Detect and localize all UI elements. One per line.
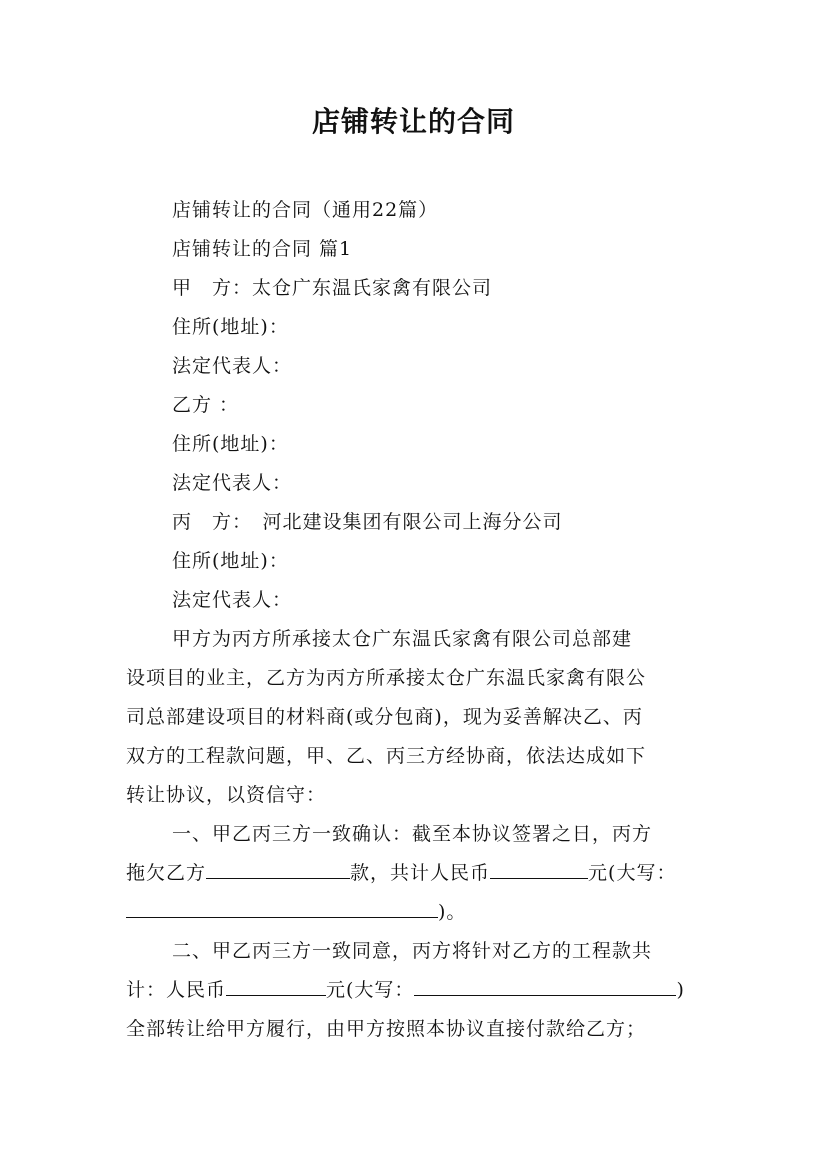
- blank-field: [126, 899, 438, 918]
- clause-2-text: ): [676, 979, 685, 1001]
- intro-line: 司总部建设项目的材料商(或分包商)，现为妥善解决乙、丙: [126, 706, 643, 728]
- party-b-legal-rep: 法定代表人：: [172, 472, 293, 494]
- clause-1-text: )。: [438, 901, 467, 923]
- party-c-address: 住所(地址)：: [172, 550, 289, 572]
- party-c: 丙 方： 河北建设集团有限公司上海分公司: [172, 511, 563, 533]
- subtitle: 店铺转让的合同（通用22篇）: [172, 199, 439, 221]
- intro-line: 设项目的业主，乙方为丙方所承接太仓广东温氏家禽有限公: [126, 667, 647, 689]
- party-a: 甲 方：太仓广东温氏家禽有限公司: [172, 277, 493, 299]
- clause-1-line-2: [126, 859, 676, 887]
- clause-2-line-3: 全部转让给甲方履行，由甲方按照本协议直接付款给乙方；: [126, 1018, 647, 1040]
- intro-line: 转让协议，以资信守：: [126, 784, 327, 806]
- clause-2-text: 计：人民币: [126, 979, 227, 1001]
- intro-line: 双方的工程款问题，甲、乙、丙三方经协商，依法达成如下: [126, 745, 647, 767]
- clause-2-line-1: 二、甲乙丙三方一致同意，丙方将针对乙方的工程款共: [172, 940, 653, 962]
- section-heading: 店铺转让的合同 篇1: [172, 238, 353, 260]
- blank-field: [414, 977, 676, 996]
- clause-1-line-1: 一、甲乙丙三方一致确认：截至本协议签署之日，丙方: [172, 823, 653, 845]
- clause-1-text: 款，共计人民币: [350, 862, 491, 884]
- intro-line: 甲方为丙方所承接太仓广东温氏家禽有限公司总部建: [172, 628, 633, 650]
- document-title: 店铺转让的合同: [311, 105, 515, 138]
- clause-2-line-2: [126, 976, 685, 1004]
- party-a-legal-rep: 法定代表人：: [172, 355, 293, 377]
- clause-1-line-3: [126, 898, 466, 926]
- party-c-legal-rep: 法定代表人：: [172, 589, 293, 611]
- blank-field: [490, 860, 588, 879]
- blank-field: [226, 977, 326, 996]
- clause-1-text: 元(大写：: [588, 862, 677, 884]
- blank-field: [206, 860, 350, 879]
- party-a-address: 住所(地址)：: [172, 316, 289, 338]
- party-b: 乙方 ：: [172, 394, 240, 416]
- clause-2-text: 元(大写：: [326, 979, 415, 1001]
- clause-1-text: 拖欠乙方: [126, 862, 207, 884]
- party-b-address: 住所(地址)：: [172, 433, 289, 455]
